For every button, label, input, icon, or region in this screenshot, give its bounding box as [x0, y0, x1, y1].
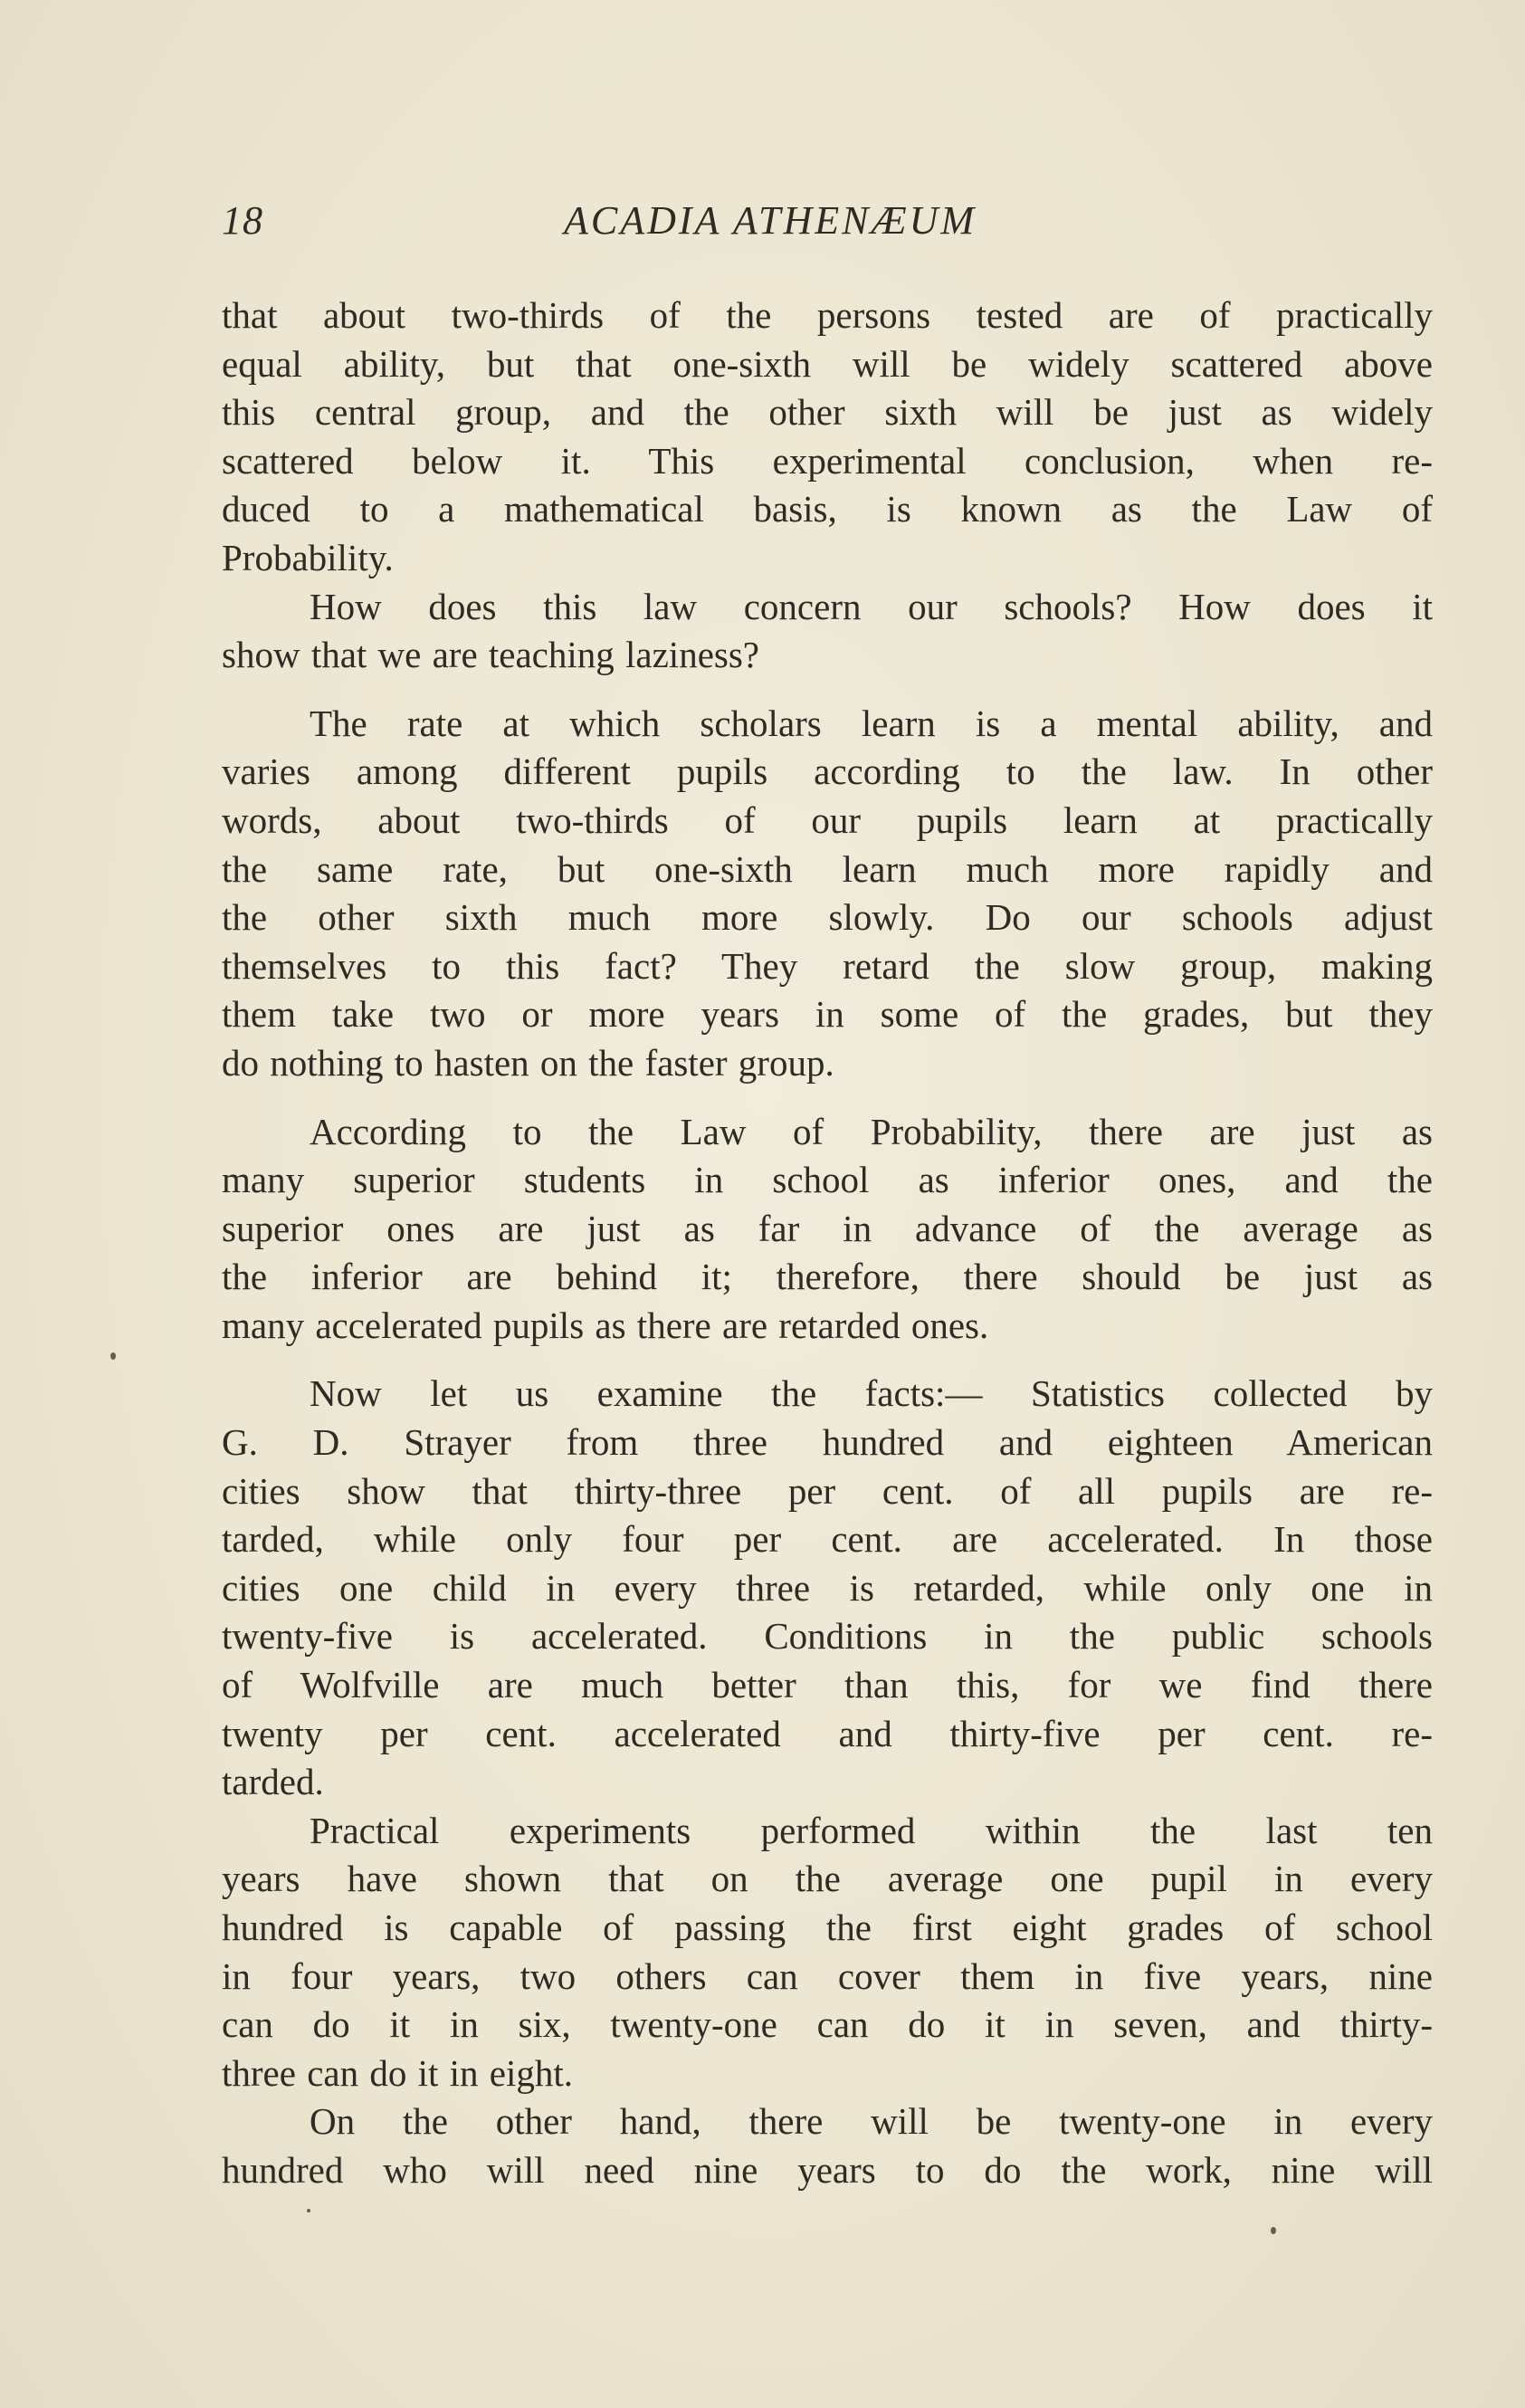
text-line: many superior students in school as inferior ones, and the — [222, 1159, 1433, 1201]
paragraph-spacer — [222, 1350, 1433, 1370]
text-line: According to the Law of Probability, there are just as — [310, 1110, 1433, 1152]
text-line: Probability. — [222, 536, 394, 578]
text-line: three can do it in eight. — [222, 2051, 573, 2094]
scan-speck — [1271, 2227, 1276, 2234]
text-line: Practical experiments performed within the last ten — [310, 1809, 1433, 1851]
text-line: duced to a mathematical basis, is known as the Law of — [222, 488, 1433, 530]
scan-speck — [307, 2209, 310, 2212]
text-line: cities one child in every three is retarded, while only one in — [222, 1566, 1433, 1609]
paragraph — [222, 2097, 1433, 2194]
text-line: show that we are teaching laziness? — [222, 634, 760, 676]
text-line: the inferior are behind it; therefore, there should be just as — [222, 1256, 1433, 1298]
text-line: How does this law concern our schools? How does it — [310, 585, 1433, 627]
text-line: years have shown that on the average one pupil in every — [222, 1858, 1433, 1900]
text-line: varies among different pupils according to the law. In other — [222, 750, 1433, 793]
page-number: 18 — [222, 198, 263, 243]
text-line: the other sixth much more slowly. Do our schools adjust — [222, 896, 1433, 939]
text-line: them take two or more years in some of the grades, but they — [222, 993, 1433, 1036]
text-line: do nothing to hasten on the faster group. — [222, 1041, 834, 1084]
text-line: cities show that thirty-three per cent. of all pupils are re- — [222, 1469, 1433, 1512]
paragraph-spacer — [222, 1088, 1433, 1108]
paragraph — [222, 1108, 1433, 1351]
running-head — [222, 197, 1433, 252]
text-line: of Wolfville are much better than this, for we find there — [222, 1664, 1433, 1706]
paragraph-spacer — [222, 680, 1433, 700]
text-line: The rate at which scholars learn is a mental ability, and — [310, 702, 1433, 744]
text-line: this central group, and the other sixth will be just as widely — [222, 391, 1433, 434]
text-line: Now let us examine the facts:— Statistics collected by — [310, 1372, 1433, 1415]
text-line: that about two-thirds of the persons tested are of practically — [222, 294, 1433, 336]
text-line: hundred is capable of passing the first eight grades of school — [222, 1906, 1433, 1948]
text-line: themselves to this fact? They retard the slow group, making — [222, 944, 1433, 987]
text-line: in four years, two others can cover them in five years, nine — [222, 1954, 1433, 1997]
text-line: words, about two-thirds of our pupils learn at practically — [222, 798, 1433, 841]
text-line: On the other hand, there will be twenty-one in every — [310, 2100, 1433, 2143]
paragraph — [222, 583, 1433, 680]
journal-title: ACADIA ATHENÆUM — [564, 198, 977, 243]
paragraph — [222, 1807, 1433, 2098]
text-line: twenty-five is accelerated. Conditions in the public schools — [222, 1615, 1433, 1658]
paragraph — [222, 291, 1433, 583]
paragraph — [222, 1370, 1433, 1806]
text-line: twenty per cent. accelerated and thirty-five per cent. re- — [222, 1712, 1433, 1754]
text-line: equal ability, but that one-sixth will be widely scattered above — [222, 342, 1433, 385]
article-body — [222, 291, 1433, 2195]
text-line: superior ones are just as far in advance of the average as — [222, 1207, 1433, 1249]
text-line: scattered below it. This experimental conclusion, when re- — [222, 439, 1433, 482]
text-line: tarded. — [222, 1761, 324, 1803]
scan-speck — [110, 1352, 116, 1360]
paragraph — [222, 700, 1433, 1088]
text-line: can do it in six, twenty-one can do it in seven, and thirty- — [222, 2003, 1433, 2046]
text-line: hundred who will need nine years to do the work, nine will — [222, 2148, 1433, 2191]
text-line: G. D. Strayer from three hundred and eighteen American — [222, 1421, 1433, 1464]
text-line: tarded, while only four per cent. are accelerated. In those — [222, 1518, 1433, 1561]
text-line: many accelerated pupils as there are retarded ones. — [222, 1304, 989, 1346]
text-line: the same rate, but one-sixth learn much more rapidly and — [222, 847, 1433, 890]
